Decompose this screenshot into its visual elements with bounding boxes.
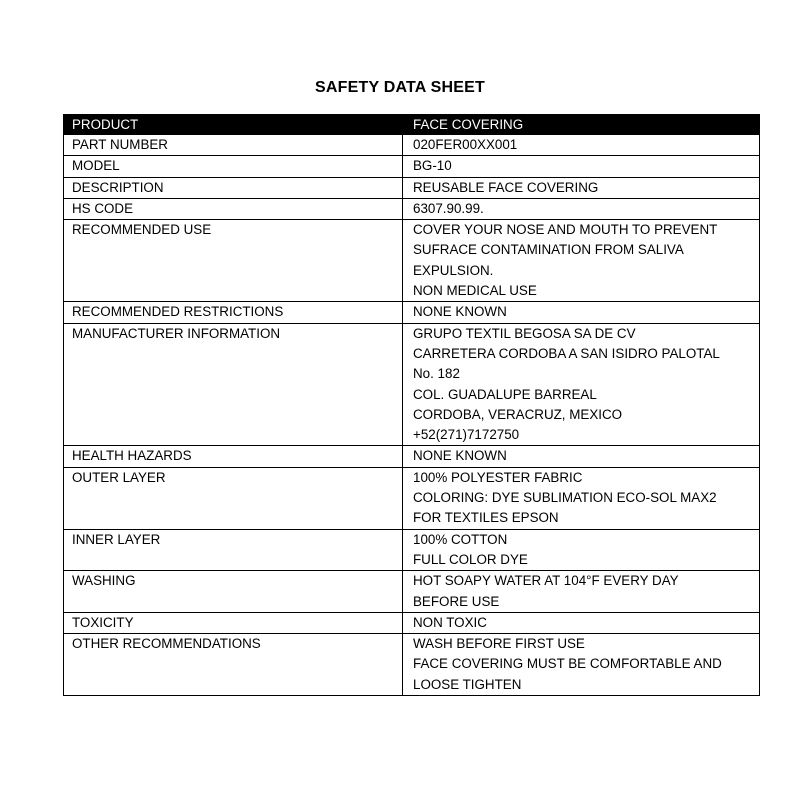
header-value-cell: FACE COVERING bbox=[403, 115, 760, 135]
row-value-line: FOR TEXTILES EPSON bbox=[413, 510, 559, 526]
row-label-cell: MANUFACTURER INFORMATION bbox=[64, 323, 403, 446]
row-value-line: NONE KNOWN bbox=[413, 448, 507, 464]
table-row bbox=[64, 302, 760, 323]
row-value-cell bbox=[403, 446, 760, 467]
row-value-line: 100% COTTON bbox=[413, 531, 508, 547]
row-label-cell: RECOMMENDED RESTRICTIONS bbox=[64, 302, 403, 323]
row-value-line: 6307.90.99. bbox=[413, 200, 484, 216]
row-value-line: +52(271)7172750 bbox=[413, 427, 520, 443]
row-value-cell bbox=[403, 302, 760, 323]
row-value-line: GRUPO TEXTIL BEGOSA SA DE CV bbox=[413, 325, 636, 341]
header-label-cell: PRODUCT bbox=[64, 115, 403, 135]
row-value-line: SUFRACE CONTAMINATION FROM SALIVA bbox=[413, 242, 684, 258]
row-value-line: LOOSE TIGHTEN bbox=[413, 676, 522, 692]
row-value-cell bbox=[403, 198, 760, 219]
table-row bbox=[64, 135, 760, 156]
table-row bbox=[64, 446, 760, 467]
table-row bbox=[64, 467, 760, 529]
row-value-line: 100% POLYESTER FABRIC bbox=[413, 469, 583, 485]
row-value-cell bbox=[403, 323, 760, 446]
row-value-line: COLORING: DYE SUBLIMATION ECO-SOL MAX2 bbox=[413, 490, 717, 506]
table-row bbox=[64, 156, 760, 177]
row-value-line: WASH BEFORE FIRST USE bbox=[413, 636, 585, 652]
row-label-cell: OTHER RECOMMENDATIONS bbox=[64, 634, 403, 696]
table-header-row bbox=[64, 115, 760, 135]
row-value-line: REUSABLE FACE COVERING bbox=[413, 179, 599, 195]
row-label-cell: HS CODE bbox=[64, 198, 403, 219]
row-label-cell: WASHING bbox=[64, 571, 403, 613]
row-value-line: NONE KNOWN bbox=[413, 304, 507, 320]
document-title: SAFETY DATA SHEET bbox=[315, 79, 485, 96]
row-label-cell: MODEL bbox=[64, 156, 403, 177]
row-value-line: EXPULSION. bbox=[413, 262, 494, 278]
row-value-line: COVER YOUR NOSE AND MOUTH TO PREVENT bbox=[413, 222, 718, 238]
table-row bbox=[64, 634, 760, 696]
row-value-line: 020FER00XX001 bbox=[413, 137, 518, 152]
row-value-line: CORDOBA, VERACRUZ, MEXICO bbox=[413, 406, 623, 422]
row-value-line: NON TOXIC bbox=[413, 614, 487, 630]
safety-data-table-body bbox=[64, 115, 760, 696]
table-row bbox=[64, 612, 760, 633]
row-value-cell bbox=[403, 571, 760, 613]
row-label-cell: OUTER LAYER bbox=[64, 467, 403, 529]
safety-data-table bbox=[63, 114, 760, 696]
row-value-cell bbox=[403, 612, 760, 633]
table-row bbox=[64, 529, 760, 571]
row-value-line: BG-10 bbox=[413, 158, 452, 174]
row-label-cell: TOXICITY bbox=[64, 612, 403, 633]
table-row bbox=[64, 571, 760, 613]
row-value-cell bbox=[403, 220, 760, 302]
row-value-line: COL. GUADALUPE BARREAL bbox=[413, 386, 597, 402]
row-value-line: FULL COLOR DYE bbox=[413, 551, 528, 567]
table-row bbox=[64, 323, 760, 446]
row-value-cell bbox=[403, 177, 760, 198]
row-value-cell bbox=[403, 156, 760, 177]
row-label-cell: HEALTH HAZARDS bbox=[64, 446, 403, 467]
row-value-line: No. 182 bbox=[413, 366, 460, 382]
row-label-cell: PART NUMBER bbox=[64, 135, 403, 156]
row-label-cell: INNER LAYER bbox=[64, 529, 403, 571]
row-label-cell: DESCRIPTION bbox=[64, 177, 403, 198]
row-value-line: HOT SOAPY WATER AT 104°F EVERY DAY bbox=[413, 573, 679, 589]
row-value-line: CARRETERA CORDOBA A SAN ISIDRO PALOTAL bbox=[413, 345, 720, 361]
row-label-cell: RECOMMENDED USE bbox=[64, 220, 403, 302]
table-row bbox=[64, 198, 760, 219]
table-row bbox=[64, 177, 760, 198]
row-value-cell bbox=[403, 634, 760, 696]
row-value-cell bbox=[403, 467, 760, 529]
row-value-cell bbox=[403, 529, 760, 571]
row-value-line: BEFORE USE bbox=[413, 593, 500, 609]
row-value-line: FACE COVERING MUST BE COMFORTABLE AND bbox=[413, 656, 722, 672]
table-row bbox=[64, 220, 760, 302]
row-value-line: NON MEDICAL USE bbox=[413, 283, 537, 299]
row-value-cell bbox=[403, 135, 760, 156]
